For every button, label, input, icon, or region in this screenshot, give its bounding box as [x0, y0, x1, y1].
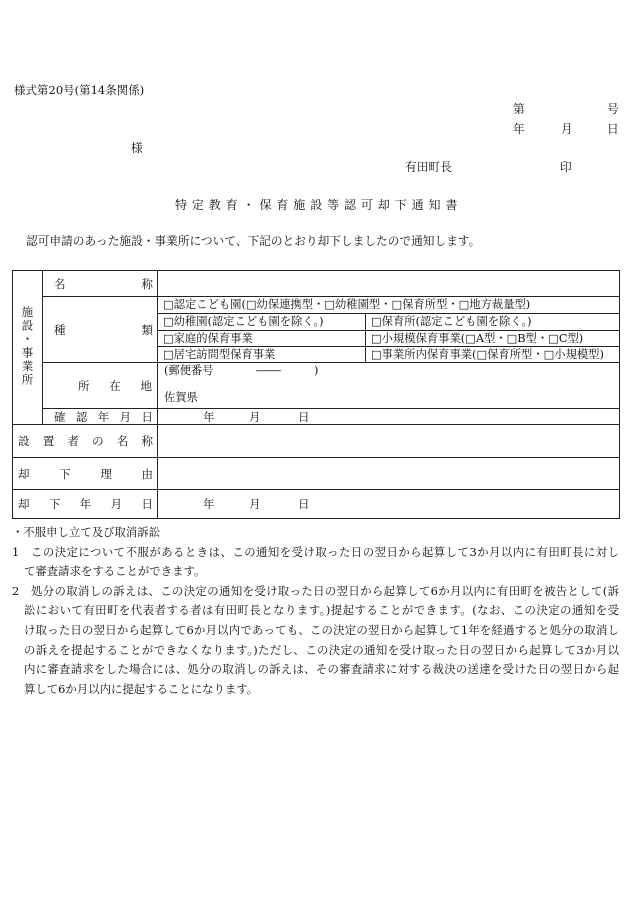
- type-option-kodomoen: □認定こども園(□幼保連携型・□幼稚園型・□保育所型・□地方裁量型): [158, 297, 620, 314]
- founder-name-value: [158, 425, 620, 458]
- type-option-home-visit: □居宅訪問型保育事業: [158, 347, 366, 363]
- appeal-item-2-first-line: [12, 582, 619, 602]
- founder-name-label-cell: [13, 425, 158, 458]
- type-option-kindergarten: □幼稚園(認定こども園を除く。): [158, 314, 366, 331]
- confirm-date-label: 確認年月日: [54, 409, 153, 424]
- rejection-reason-value: [158, 458, 620, 490]
- document-number-suffix: 号: [607, 102, 619, 116]
- rejection-date-day: 日: [298, 497, 310, 511]
- address-prefecture: 佐賀県: [164, 391, 198, 404]
- facility-group-cell: [13, 271, 43, 425]
- appeal-item-2: [12, 582, 619, 700]
- postal-code-label: (郵便番号: [164, 364, 214, 377]
- appeal-item-1-number: 1: [12, 544, 20, 559]
- postal-code-close: ): [314, 364, 319, 377]
- appeal-item-2-number: 2: [12, 583, 20, 598]
- postal-code-dash: —: [255, 364, 283, 377]
- sender-title: 有田町長: [405, 160, 452, 174]
- appeal-item-2-line-5: 内に審査請求をした場合には、処分の取消しの訴えは、その審査請求に対する裁決の送達を受けた日の翌日から起: [24, 662, 619, 677]
- row-rejection-date: [13, 490, 620, 519]
- form-number: 様式第20号(第14条関係): [14, 83, 145, 97]
- confirm-date-label-cell: [43, 409, 158, 425]
- document-number-prefix: 第: [513, 102, 525, 116]
- confirm-date-year: 年: [203, 409, 215, 424]
- address-value-cell: [158, 363, 620, 409]
- row-address: [13, 363, 620, 409]
- appeal-item-1-line-1: この決定について不服があるときは、この通知を受け取った日の翌日から起算して3か月以内に有田町長に対し: [31, 544, 619, 559]
- address-value: [158, 363, 619, 408]
- type-option-home-based: □家庭的保育事業: [158, 331, 366, 347]
- rejection-date-value: [158, 497, 619, 511]
- appeal-heading: ・不服申し立て及び取消訴訟: [12, 525, 161, 539]
- type-option-workplace: □事業所内保育事業(□保育所型・□小規模型): [366, 347, 620, 363]
- appeal-item-1-line-2: て審査請求をすることができます。: [24, 564, 206, 579]
- table-body: [13, 271, 620, 519]
- appeal-item-2-line-1: 処分の取消しの訴えは、この決定の通知を受け取った日の翌日から起算して6か月以内に有田町を被告として(訴: [31, 583, 619, 598]
- row-type-kodomoen: [13, 297, 620, 314]
- confirm-date-value: [158, 410, 619, 424]
- rejection-date-label: 却下年月日: [18, 497, 153, 511]
- rejection-reason-label-cell: [13, 458, 158, 490]
- appeal-item-2-line-3: け取った日の翌日から起算して6か月以内であっても、この決定の翌日から起算して1年を経過すると処分の取消し: [24, 622, 619, 637]
- confirm-date-month: 月: [249, 409, 261, 424]
- appeal-item-2-line-4: の訴えを提起することができなくなります。)ただし、この決定の通知を受け取った日の翌日から起算して3か月以: [24, 642, 619, 657]
- rejection-reason-label: 却下理由: [18, 466, 153, 481]
- facility-group-label: 施設・事業所: [20, 305, 35, 387]
- issue-date-day: 日: [607, 122, 619, 136]
- appeal-section: [12, 523, 619, 699]
- founder-name-label: 設置者の名称: [18, 434, 153, 448]
- appeal-item-2-line-6: 算して6か月以内に提起することになります。: [24, 681, 259, 696]
- confirm-date-day: 日: [298, 409, 310, 424]
- notice-table: [12, 270, 620, 519]
- row-facility-name: [13, 271, 620, 297]
- rejection-date-year: 年: [203, 497, 215, 511]
- type-option-nursery: □保育所(認定こども園を除く。): [366, 314, 620, 331]
- facility-name-label: 名称: [54, 276, 153, 291]
- appeal-item-1: [12, 543, 619, 582]
- appeal-item-1-first-line: [12, 543, 619, 563]
- row-confirm-date: [13, 409, 620, 425]
- facility-type-label-cell: [43, 297, 158, 363]
- rejection-date-value-cell: [158, 490, 620, 519]
- seal-mark: 印: [560, 160, 572, 174]
- issue-date-month: 月: [561, 122, 573, 136]
- facility-name-value: [158, 271, 620, 297]
- recipient-honorific: 様: [131, 141, 143, 155]
- type-option-small-scale: □小規模保育事業(□A型・□B型・□C型): [366, 331, 620, 347]
- intro-text: 認可申請のあった施設・事業所について、下記のとおり却下しましたので通知します。: [26, 234, 481, 248]
- rejection-date-month: 月: [249, 497, 261, 511]
- address-label: 所在地: [78, 378, 152, 393]
- address-label-cell: [43, 363, 158, 409]
- document-title: 特定教育・保育施設等認可却下通知書: [175, 198, 463, 212]
- facility-name-label-cell: [43, 271, 158, 297]
- issue-date-year: 年: [513, 122, 525, 136]
- confirm-date-value-cell: [158, 409, 620, 425]
- row-rejection-reason: [13, 458, 620, 490]
- facility-type-label: 種類: [54, 322, 153, 337]
- rejection-date-label-cell: [13, 490, 158, 519]
- row-founder-name: [13, 425, 620, 458]
- appeal-item-2-line-2: 訟において有田町を代表者する者は有田町長となります。)提起することができます。(なお、この決定の通知を受: [24, 603, 619, 618]
